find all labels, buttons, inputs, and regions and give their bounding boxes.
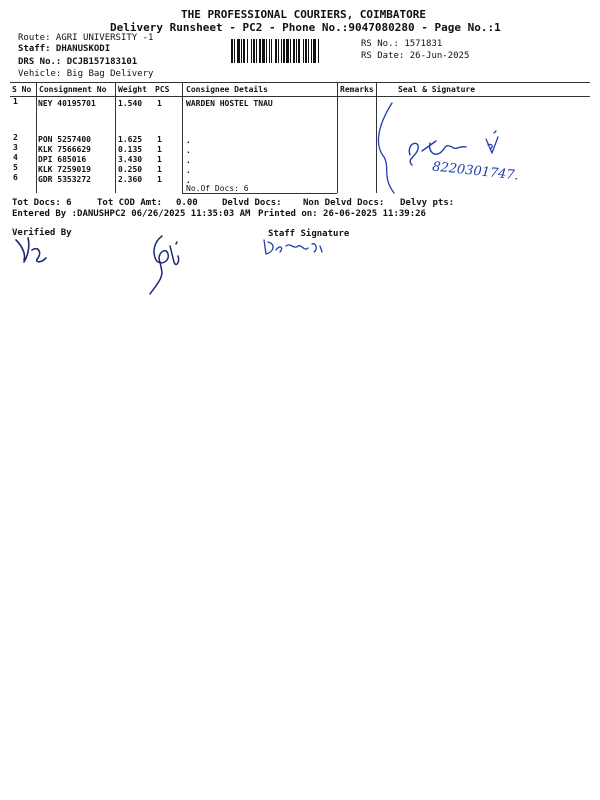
printed-on: Printed on: 26-06-2025 11:39:26 bbox=[258, 209, 426, 219]
tot-docs: Tot Docs: 6 bbox=[12, 198, 72, 208]
row-consignee: . bbox=[186, 156, 191, 165]
row-pcs: 1 bbox=[157, 165, 162, 174]
row-pcs: 1 bbox=[157, 99, 162, 108]
row-weight: 1.625 bbox=[118, 135, 143, 144]
col-seal-signature: Seal & Signature bbox=[398, 85, 476, 94]
vehicle: Vehicle: Big Bag Delivery bbox=[18, 69, 154, 79]
row-consignee: . bbox=[186, 136, 191, 145]
receiver-signature bbox=[370, 95, 570, 195]
row-sno: 6 bbox=[13, 173, 18, 182]
handwritten-phone: 8220301747. bbox=[431, 159, 520, 184]
row-consignment: KLK 7259019 bbox=[38, 165, 91, 174]
no-of-docs: No.Of Docs: 6 bbox=[186, 184, 249, 193]
staff: Staff: DHANUSKODI bbox=[18, 44, 111, 54]
barcode bbox=[231, 39, 355, 63]
col-pcs: PCS bbox=[155, 85, 170, 94]
tot-cod-value: 0.00 bbox=[176, 198, 198, 208]
delvd-docs: Delvd Docs: bbox=[222, 198, 282, 208]
col-weight: Weight bbox=[118, 85, 147, 94]
verified-by-label: Verified By bbox=[12, 228, 72, 238]
row-sno: 1 bbox=[13, 97, 18, 106]
row-consignee: WARDEN HOSTEL TNAU bbox=[186, 99, 273, 108]
row-weight: 0.250 bbox=[118, 165, 143, 174]
staff-scribble bbox=[260, 236, 330, 260]
row-consignment: NEY 40195701 bbox=[38, 99, 96, 108]
col-consignment: Consignment No bbox=[39, 85, 107, 94]
staff-signature-mark bbox=[140, 232, 190, 298]
runsheet-title: Delivery Runsheet - PC2 - Phone No.:9047080280 - Page No.:1 bbox=[110, 21, 501, 34]
tot-cod-label: Tot COD Amt: bbox=[97, 198, 163, 208]
row-sno: 2 bbox=[13, 133, 18, 142]
row-weight: 0.135 bbox=[118, 145, 143, 154]
row-sno: 4 bbox=[13, 153, 18, 162]
route: Route: AGRI UNIVERSITY -1 bbox=[18, 33, 154, 43]
row-sno: 3 bbox=[13, 143, 18, 152]
non-delvd-docs: Non Delvd Docs: bbox=[303, 198, 385, 208]
verifier-signature bbox=[12, 232, 62, 266]
row-consignee: . bbox=[186, 146, 191, 155]
row-consignment: GDR 5353272 bbox=[38, 175, 91, 184]
row-consignee: . bbox=[186, 166, 191, 175]
row-consignment: DPI 685016 bbox=[38, 155, 87, 164]
row-pcs: 1 bbox=[157, 175, 162, 184]
row-consignment: PON 5257400 bbox=[38, 135, 91, 144]
drs-number: DRS No.: DCJB157183101 bbox=[18, 57, 138, 67]
row-weight: 3.430 bbox=[118, 155, 143, 164]
rs-date: RS Date: 26-Jun-2025 bbox=[361, 51, 470, 61]
row-pcs: 1 bbox=[157, 145, 162, 154]
col-consignee: Consignee Details bbox=[186, 85, 268, 94]
entered-by: Entered By :DANUSHPC2 06/26/2025 11:35:03 AM bbox=[12, 209, 251, 219]
row-consignment: KLK 7566629 bbox=[38, 145, 91, 154]
col-remarks: Remarks bbox=[340, 85, 374, 94]
staff-signature-label: Staff Signature bbox=[268, 229, 350, 239]
row-sno: 5 bbox=[13, 163, 18, 172]
rs-number: RS No.: 1571831 bbox=[361, 39, 443, 49]
row-pcs: 1 bbox=[157, 155, 162, 164]
company-title: THE PROFESSIONAL COURIERS, COIMBATORE bbox=[181, 8, 427, 21]
row-weight: 1.540 bbox=[118, 99, 143, 108]
delvy-pts: Delvy pts: bbox=[400, 198, 455, 208]
row-consignee: . bbox=[186, 176, 191, 185]
row-pcs: 1 bbox=[157, 135, 162, 144]
col-sno: S No bbox=[12, 85, 32, 94]
row-weight: 2.360 bbox=[118, 175, 143, 184]
